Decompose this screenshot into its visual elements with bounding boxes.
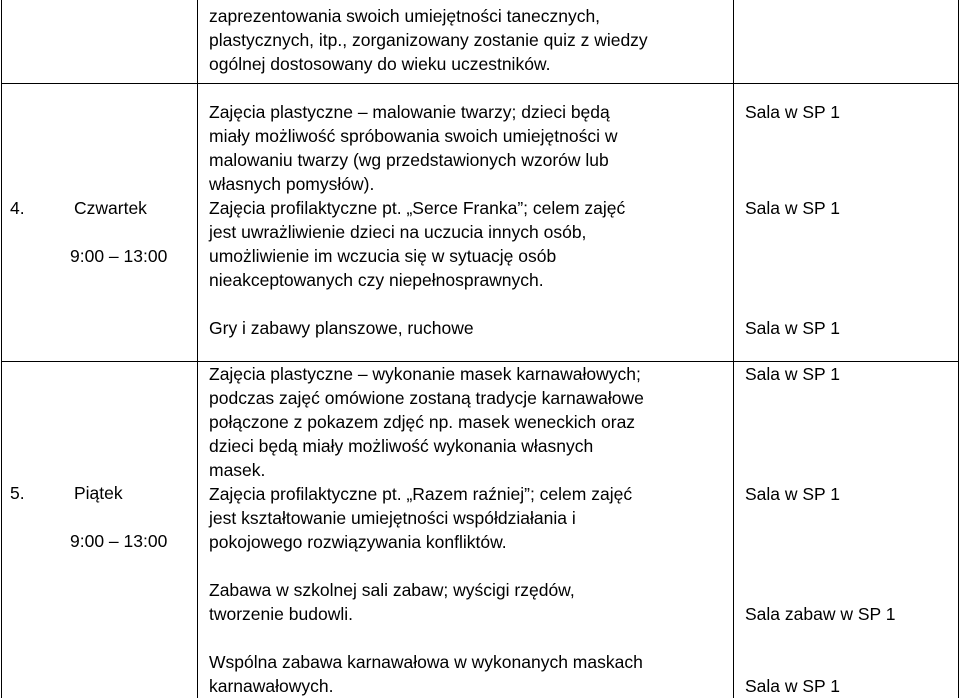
activity-line: podczas zajęć omówione zostaną tradycje karnawałowe: [209, 388, 644, 408]
activity-line: jest kształtowanie umiejętności współdziałania i: [209, 508, 576, 528]
table-border-left: [1, 0, 2, 698]
activity-line: tworzenie budowli.: [209, 604, 353, 624]
activity-line: Wspólna zabawa karnawałowa w wykonanych maskach: [209, 652, 643, 672]
row-number: 4.: [10, 198, 25, 218]
activity-place: Sala w SP 1: [745, 102, 841, 122]
activity-line: masek.: [209, 460, 266, 480]
row-day: Piątek: [74, 483, 123, 503]
row-day: Czwartek: [74, 198, 147, 218]
activity-place: Sala zabaw w SP 1: [745, 604, 896, 624]
activity-line: Zajęcia plastyczne – malowanie twarzy; dzieci będą: [209, 102, 610, 122]
activity-line: plastycznych, itp., zorganizowany zostanie quiz z wiedzy: [209, 30, 648, 50]
row-divider: [1, 83, 959, 84]
activity-place: Sala w SP 1: [745, 318, 841, 338]
activity-line: własnych pomysłów).: [209, 174, 375, 194]
activity-line: malowaniu twarzy (wg przedstawionych wzorów lub: [209, 150, 609, 170]
activity-line: pokojowego rozwiązywania konfliktów.: [209, 532, 507, 552]
table-border-col1: [197, 0, 198, 698]
activity-line: Zajęcia plastyczne – wykonanie masek karnawałowych;: [209, 364, 641, 384]
activity-line: Zabawa w szkolnej sali zabaw; wyścigi rzędów,: [209, 580, 575, 600]
activity-line: Zajęcia profilaktyczne pt. „Razem raźniej”; celem zajęć: [209, 484, 633, 504]
activity-place: Sala w SP 1: [745, 198, 841, 218]
table-border-right: [958, 0, 959, 698]
activity-line: połączone z pokazem zdjęć np. masek weneckich oraz: [209, 412, 636, 432]
activity-line: dzieci będą miały możliwość wykonania własnych: [209, 436, 594, 456]
activity-place: Sala w SP 1: [745, 676, 841, 696]
activity-place: Sala w SP 1: [745, 484, 841, 504]
activity-line: Gry i zabawy planszowe, ruchowe: [209, 318, 474, 338]
activity-line: zaprezentowania swoich umiejętności tanecznych,: [209, 6, 601, 26]
activity-line: karnawałowych.: [209, 676, 334, 696]
row-time: 9:00 – 13:00: [70, 246, 168, 266]
row-number: 5.: [10, 483, 25, 503]
activity-place: Sala w SP 1: [745, 364, 841, 384]
activity-line: miały możliwość spróbowania swoich umiejętności w: [209, 126, 618, 146]
activity-line: Zajęcia profilaktyczne pt. „Serce Franka”; celem zajęć: [209, 198, 626, 218]
row-time: 9:00 – 13:00: [70, 531, 168, 551]
table-border-col2: [733, 0, 734, 698]
activity-line: nieakceptowanych czy niepełnosprawnych.: [209, 270, 544, 290]
activity-line: ogólnej dostosowany do wieku uczestników.: [209, 54, 551, 74]
activity-line: jest uwrażliwienie dzieci na uczucia innych osób,: [209, 222, 587, 242]
activity-line: umożliwienie im wczucia się w sytuację osób: [209, 246, 557, 266]
